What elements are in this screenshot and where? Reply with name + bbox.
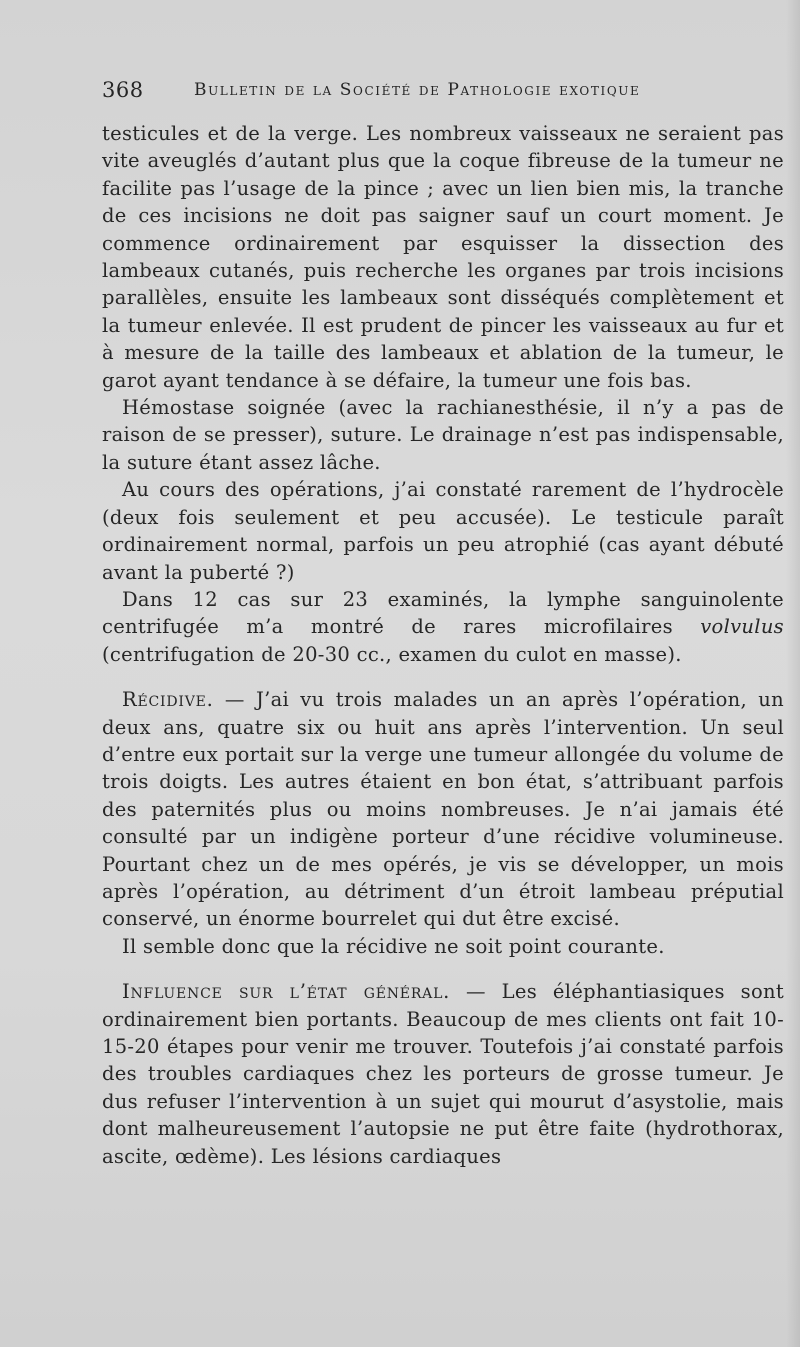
- running-title: Bulletin de la Société de Pathologie exotique: [194, 80, 641, 100]
- paragraph-hemostase: Hémostase soignée (avec la rachianesthésie, il n’y a pas de raison de se presser), suture. Le drainage n’est pas indispensable, la suture étant assez lâche.: [102, 396, 784, 474]
- body-text: [102, 120, 784, 1170]
- section-heading-recidive: Récidive.: [122, 688, 214, 712]
- paragraph-recidive: [102, 686, 784, 933]
- paragraph-microfilaires: [102, 586, 784, 668]
- paragraph-microfilaires-text: Dans 12 cas sur 23 examinés, la lymphe sanguinolente centrifugée m’a montré de rares microfilaires: [102, 587, 784, 639]
- species-name: volvulus: [700, 615, 784, 639]
- paragraph-influence: [102, 978, 784, 1170]
- paragraph-conclusion-recidive: Il semble donc que la récidive ne soit point courante.: [122, 934, 665, 958]
- running-head: [102, 78, 702, 108]
- paragraph-recidive-text: — J’ai vu trois malades un an après l’opération, un deux ans, quatre six ou huit ans après l’intervention. Un seul d’entre eux portait sur la verge une tumeur allongée du volume de trois doigts. Les autres étaient en bon état, s’attribuant parfois des paternités plus ou moins nombreuses. Je n’ai jamais été consulté par un indigène porteur d’une récidive volumineuse. Pourtant chez un de mes opérés, je vis se développer, un mois après l’opération, au détriment d’un étroit lambeau préputial conservé, un énorme bourrelet qui dut être excisé.: [102, 688, 784, 931]
- paragraph-influence-text: — Les éléphantiasiques sont ordinairement bien portants. Beaucoup de mes clients ont fait 10-15-20 étapes pour venir me trouver. Toutefois j’ai constaté parfois des troubles cardiaques chez les porteurs de grosse tumeur. Je dus refuser l’intervention à un sujet qui mourut d’asystolie, mais dont malheureusement l’autopsie ne put être faite (hydrothorax, ascite, œdème). Les lésions cardiaques: [102, 980, 784, 1168]
- paragraph-microfilaires-end: (centrifugation de 20-30 cc., examen du culot en masse).: [102, 642, 682, 666]
- page-number: 368: [102, 78, 144, 102]
- page-edge-shadow: [786, 0, 800, 1347]
- section-heading-influence: Influence sur l’état général.: [122, 980, 451, 1004]
- paragraph-operations: Au cours des opérations, j’ai constaté rarement de l’hydrocèle (deux fois seulement et peu accusée). Le testicule paraît ordinairement normal, parfois un peu atrophié (cas ayant débuté avant la puberté ?): [102, 478, 784, 584]
- paragraph-continuation: testicules et de la verge. Les nombreux vaisseaux ne seraient pas vite aveuglés d’autant plus que la coque fibreuse de la tumeur ne facilite pas l’usage de la pince ; avec un lien bien mis, la tranche de ces incisions ne doit pas saigner sauf un court moment. Je commence ordinairement par esquisser la dissection des lambeaux cutanés, puis recherche les organes par trois incisions parallèles, ensuite les lambeaux sont disséqués complètement et la tumeur enlevée. Il est prudent de pincer les vaisseaux au fur et à mesure de la taille des lambeaux et ablation de la tumeur, le garot ayant tendance à se défaire, la tumeur une fois bas.: [102, 122, 784, 392]
